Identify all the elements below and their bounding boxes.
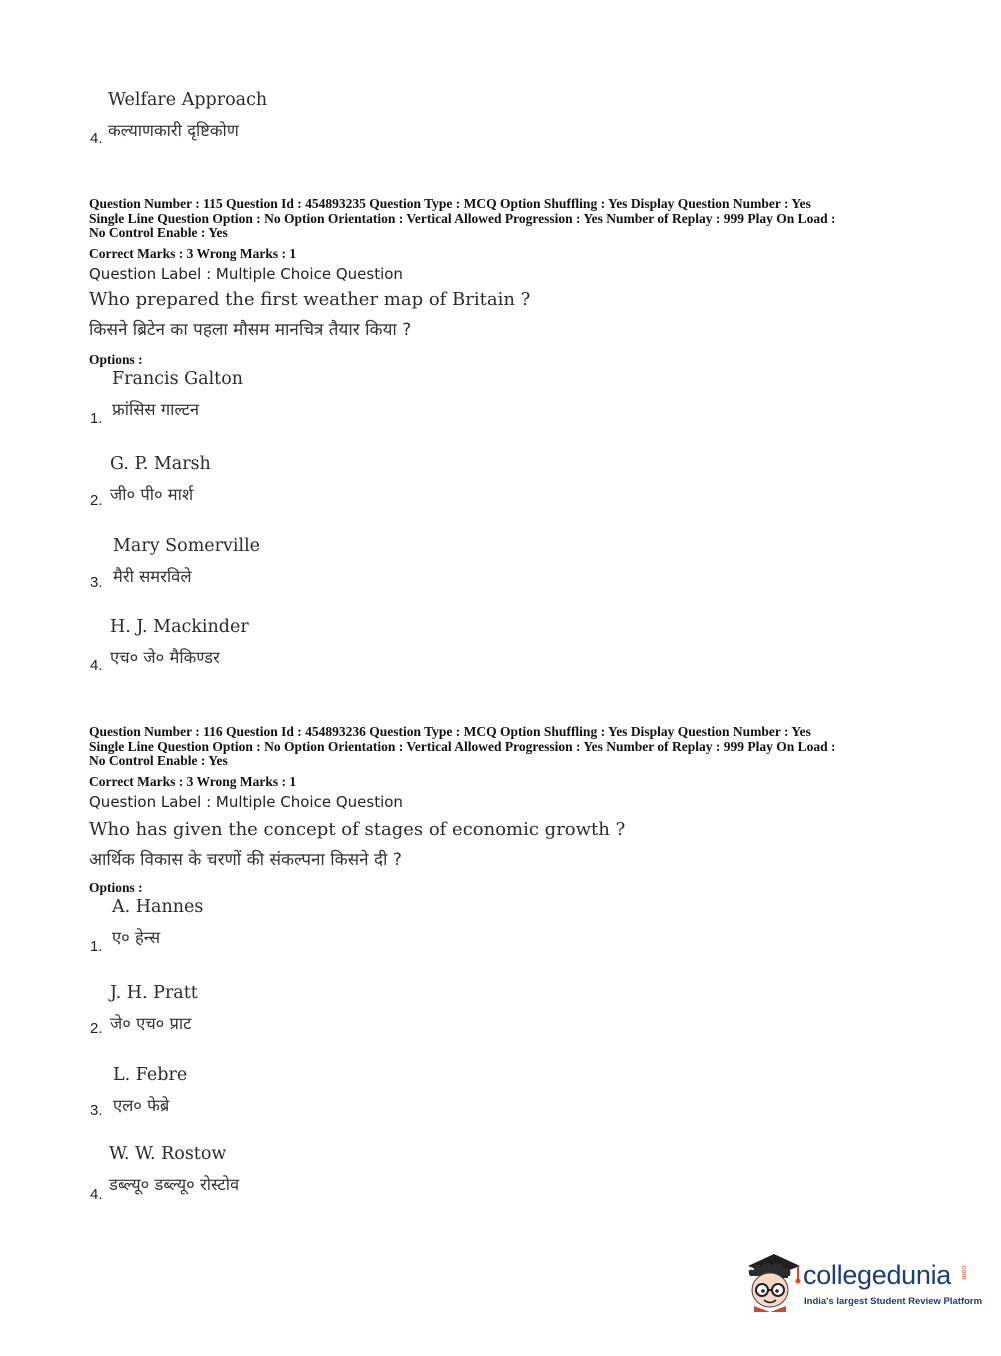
metadata-line: No Control Enable : Yes: [89, 225, 228, 240]
question-115-options-heading: Options :: [89, 352, 143, 367]
q116-option-4-english: W. W. Rostow: [109, 1144, 227, 1164]
question-116-options-heading: Options :: [89, 880, 143, 895]
q115-option-4-hindi: एच० जे० मैकिण्डर: [110, 648, 220, 667]
q115-option-2-hindi: जी० पी० मार्श: [110, 485, 194, 504]
q116-option-3-hindi: एल० फेब्रे: [113, 1096, 170, 1115]
metadata-line: Question Number : 115 Question Id : 454893235 Question Type : MCQ Option Shuffling : Yes Display Question Number : Yes: [89, 196, 811, 211]
collegedunia-logo: [740, 1250, 983, 1320]
question-116-metadata: [89, 725, 919, 769]
q115-option-3-hindi: मैरी समरविले: [113, 567, 192, 586]
question-115-text-hindi: किसने ब्रिटेन का पहला मौसम मानचित्र तैयार किया ?: [89, 320, 412, 340]
question-115-label: Question Label : Multiple Choice Question: [89, 265, 403, 283]
q116-option-4-number: 4.: [90, 1186, 103, 1203]
q116-option-1-hindi: ए० हेन्स: [112, 928, 161, 947]
q115-option-2-english: G. P. Marsh: [110, 454, 211, 474]
question-116-text-hindi: आर्थिक विकास के चरणों की संकल्पना किसने दी ?: [89, 850, 402, 870]
logo-tagline: India's largest Student Review Platform: [804, 1296, 983, 1307]
q116-option-3-english: L. Febre: [113, 1065, 188, 1085]
question-115-marks: Correct Marks : 3 Wrong Marks : 1: [89, 246, 297, 261]
metadata-line: Question Number : 116 Question Id : 454893236 Question Type : MCQ Option Shuffling : Yes Display Question Number : Yes: [89, 724, 811, 739]
question-115-text-english: Who prepared the first weather map of Britain ?: [89, 289, 531, 310]
question-116-marks: Correct Marks : 3 Wrong Marks : 1: [89, 774, 297, 789]
q115-option-4-english: H. J. Mackinder: [110, 617, 249, 637]
logo-domain-suffix: .com: [960, 1264, 967, 1280]
prev-option-4-english: Welfare Approach: [108, 90, 268, 110]
question-116-label: Question Label : Multiple Choice Question: [89, 793, 403, 811]
q116-option-2-hindi: जे० एच० प्राट: [110, 1014, 192, 1033]
q116-option-1-number: 1.: [90, 938, 103, 955]
prev-option-4-number: 4.: [90, 130, 103, 147]
q115-option-1-number: 1.: [90, 410, 103, 427]
q115-option-4-number: 4.: [90, 657, 103, 674]
q115-option-2-number: 2.: [90, 492, 103, 509]
metadata-line: No Control Enable : Yes: [89, 753, 228, 768]
q116-option-1-english: A. Hannes: [112, 897, 204, 917]
q116-option-2-english: J. H. Pratt: [110, 983, 198, 1003]
q115-option-1-english: Francis Galton: [112, 369, 244, 389]
metadata-line: Single Line Question Option : No Option Orientation : Vertical Allowed Progression : Yes Number of Replay : 999 Play On Load :: [89, 210, 836, 226]
question-115-metadata: [89, 197, 919, 241]
q115-option-1-hindi: फ्रांसिस गाल्टन: [112, 400, 200, 419]
prev-option-4-hindi: कल्याणकारी दृष्टिकोण: [108, 121, 239, 140]
mascot-icon: [740, 1250, 802, 1312]
question-116-text-english: Who has given the concept of stages of economic growth ?: [89, 819, 626, 840]
q116-option-2-number: 2.: [90, 1020, 103, 1037]
metadata-line: Single Line Question Option : No Option Orientation : Vertical Allowed Progression : Yes Number of Replay : 999 Play On Load :: [89, 738, 836, 754]
q115-option-3-number: 3.: [90, 574, 103, 591]
q116-option-3-number: 3.: [90, 1102, 103, 1119]
logo-wordmark: collegedunia: [803, 1260, 952, 1290]
q116-option-4-hindi: डब्ल्यू० डब्ल्यू० रोस्टोव: [109, 1175, 240, 1194]
q115-option-3-english: Mary Somerville: [113, 536, 261, 556]
